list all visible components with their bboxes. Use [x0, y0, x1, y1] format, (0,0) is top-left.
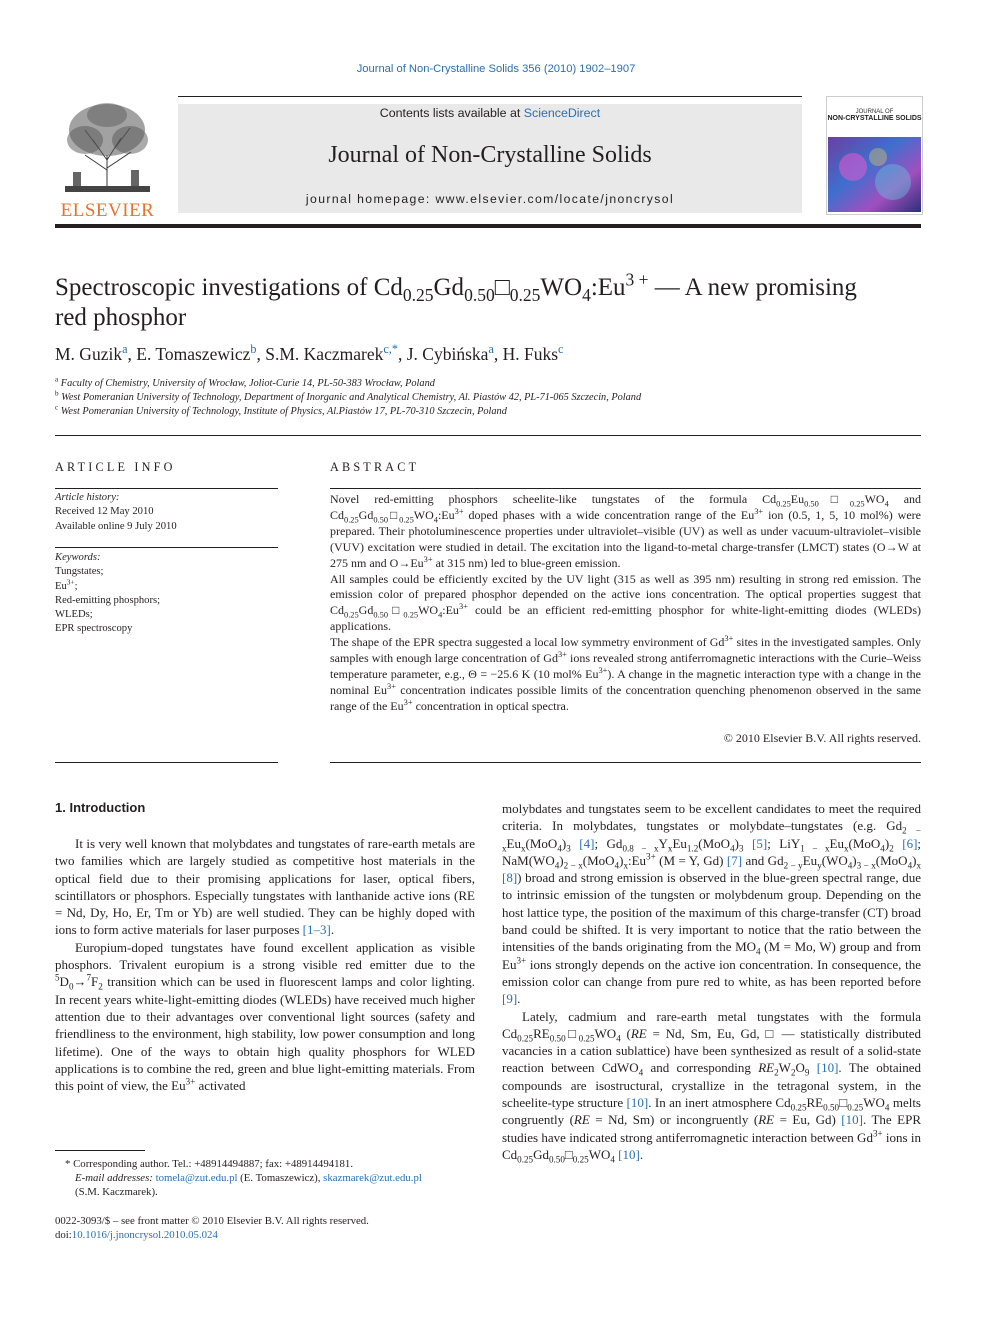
- journal-citation[interactable]: Journal of Non-Crystalline Solids 356 (2010) 1902–1907: [356, 63, 636, 75]
- abstract-heading: ABSTRACT: [330, 460, 420, 474]
- author-name: J. Cybińska: [406, 344, 489, 364]
- cover-title-line1: JOURNAL OF: [855, 109, 894, 115]
- email-link[interactable]: tomela@zut.edu.pl: [155, 1172, 238, 1185]
- front-matter: 0022-3093/$ – see front matter © 2010 Elsevier B.V. All rights reserved. doi:10.1016/j.jnoncrysol.2010.05.024: [55, 1214, 475, 1242]
- article-info-heading: ARTICLE INFO: [55, 460, 176, 474]
- journal-cover[interactable]: [826, 96, 923, 215]
- keyword: WLEDs;: [55, 609, 93, 621]
- author-list: M. Guzik$^a$, E. Tomaszewicz$^b$, S.M. Kaczmarek$^{c,*}$, J. Cybińska$^a$, H. Fuks$^c$: [55, 342, 564, 364]
- cover-title-line2: NON-CRYSTALLINE SOLIDS: [827, 115, 922, 122]
- intro-left-column: It is very well known that molybdates and tungstates of rare-earth metals are two families which are largely studied as competitive host materials in the optical field due to their promising applications for laser, optical fibers, scintillators or phosphors. Especially tungstates with lanthanide active ions (RE = Nd, Dy, Ho, Er, Tm or Yb) are well studied. They can be highly doped with ions to form active materials for laser purposes [1–3]. Europium-doped tungstates have found excellent application as visible phosphors. Trivalent europium is a strong visible red emitter due to the $^5D_0\to^7F_2$ transition which can be used in fluorescent lamps and color lighting. In recent years white-light-emitting diodes (WLEDs) have received much higher attention due to their advantages over conventional light sources (safety and friendliness to the environment, high stability, low power consumption and long lifetime). One of the ways to obtain high quality phosphors for WLED applications is to combine the red, green and blue light-emitting materials. From this point of view, the $Eu^{3+}$ activated: [55, 836, 475, 1094]
- author-name: S.M. Kaczmarek: [265, 344, 384, 364]
- affiliations: [55, 377, 921, 420]
- affiliation-c: $^c$ West Pomeranian University of Technology, Institute of Physics, Al.Piastów 17, PL-70-310 Szczecin, Poland: [55, 403, 507, 418]
- journal-banner: [178, 104, 802, 213]
- section-heading-introduction: 1. Introduction: [55, 800, 146, 815]
- keyword: EPR spectroscopy: [55, 623, 133, 635]
- sciencedirect-link[interactable]: ScienceDirect: [523, 106, 601, 120]
- keyword: $Eu^{3+}$;: [55, 577, 78, 592]
- contents-prefix: Contents lists available at: [379, 106, 524, 120]
- elsevier-wordmark: ELSEVIER: [60, 200, 155, 221]
- elsevier-logo[interactable]: [55, 100, 160, 221]
- affiliation-ref[interactable]: a: [122, 342, 128, 357]
- affiliation-ref[interactable]: a: [488, 342, 494, 357]
- footnotes: * Corresponding author. Tel.: +48914494887; fax: +48914494181. E-mail addresses: tomela@zut.edu.pl (E. Tomaszewicz), skazmarek@zut.edu.pl (S.M. Kaczmarek).: [55, 1157, 475, 1200]
- author-name: M. Guzik: [55, 344, 123, 364]
- keyword: Tungstates;: [55, 566, 104, 578]
- issn-line: 0022-3093/$ – see front matter © 2010 Elsevier B.V. All rights reserved.: [55, 1215, 369, 1227]
- journal-homepage[interactable]: journal homepage: www.elsevier.com/locate/jnoncrysol: [305, 192, 675, 206]
- affiliation-b: $^b$ West Pomeranian University of Technology, Department of Inorganic and Analytical Chemistry, Al. Piastów 42, PL-71-065 Szczecin, Poland: [55, 389, 642, 404]
- author-name: H. Fuks: [502, 344, 559, 364]
- journal-name: Journal of Non-Crystalline Solids: [328, 142, 652, 168]
- cover-image: [828, 137, 921, 212]
- abstract-body: Novel red-emitting phosphors scheelite-like tungstates of the formula $Cd_{0.25}Eu_{0.50}□_{0.25}WO_4$ and $Cd_{0.25}Gd_{0.50}□_{0.25}WO_4:Eu^{3+}$ doped phases with a wide concentration range of the $Eu^{3+}$ ion (0.5, 1, 5, 10 mol%) were prepared. Their photoluminescence properties under ultraviolet–visible (UV) as well as under vacuum-ultraviolet–visible (VUV) excitation were studied in detail. The excitation into the ligand-to-metal charge-transfer (LMCT) states (O→W at 275 nm and $O\to Eu^{3+}$ at 315 nm) led to blue-green emission. All samples could be efficiently excited by the UV light (315 as well as 395 nm) resulting in strong red emission. The emission color of prepared phosphor depended on the active ions concentration. The optical properties suggest that $Cd_{0.25}Gd_{0.50}□_{0.25}WO_4:Eu^{3+}$ could be an efficient red-emitting phosphor for white-light-emitting diodes (WLEDs) applications. The shape of the EPR spectra suggested a local low symmetry environment of $Gd^{3+}$ sites in the investigated samples. Only samples with enough large concentration of $Gd^{3+}$ ions revealed strong antiferromagnetic interactions with the Curie–Weiss temperature parameter, e.g., Θ = −25.6 K (10 mol% $Eu^{3+}$). A change in the magnetic interaction type with a change in the nominal $Eu^{3+}$ concentration indicates possible limits of the concentration quenching phenomenon observed in the same range of the $Eu^{3+}$ concentration in optical spectra.: [330, 492, 922, 713]
- email-link[interactable]: skazmarek@zut.edu.pl: [323, 1172, 422, 1185]
- article-title: Spectroscopic investigations of $Cd_{0.25}Gd_{0.50}□_{0.25}WO_4:Eu^{3 +}$ — A new promising red phosphor: [55, 269, 857, 331]
- corresponding-author-note: * Corresponding author. Tel.: +48914494887; fax: +48914494181.: [65, 1158, 354, 1170]
- affiliation-ref[interactable]: c,*: [383, 342, 398, 357]
- doi-link[interactable]: 10.1016/j.jnoncrysol.2010.05.024: [71, 1229, 218, 1242]
- author-name: E. Tomaszewicz: [136, 344, 251, 364]
- affiliation-ref[interactable]: b: [250, 342, 257, 357]
- affiliation-a: $^a$ Faculty of Chemistry, University of Wrocław, Joliot-Curie 14, PL-50-383 Wrocław, Poland: [55, 375, 435, 389]
- article-history: Article history: Received 12 May 2010 Available online 9 July 2010: [55, 492, 177, 532]
- affiliation-ref[interactable]: c: [558, 342, 564, 357]
- keywords: Keywords: Tungstates; $Eu^{3+}$; Red-emitting phosphors; WLEDs; EPR spectroscopy: [55, 551, 278, 637]
- abstract-copyright: © 2010 Elsevier B.V. All rights reserved.: [723, 731, 921, 745]
- intro-right-column: molybdates and tungstates seem to be excellent candidates to meet the required criteria. In molybdates, tungstates or molybdate–tungstates (e.g. $Gd_{2 - x}Eu_x(MoO_4)_3$ [4]; $Gd_{0.8 - x}Y_xEu_{1.2}(MoO_4)_3$ [5]; $LiY_{1 - x}Eu_x(MoO_4)_2$ [6]; $NaM(WO_4)_{2 - x}(MoO_4)_x:Eu^{3+}$ (M = Y, Gd) [7] and $Gd_{2 - y}Eu_y(WO_4)_{3 - x}(MoO_4)_x$ [8]) broad and strong emission is observed in the blue-green spectral range, due to intrinsic emission of the tungsten or molybdenum group. Depending on the host lattice type, the position of the maximum of this charge-transfer (CT) broad band could be shifted. It is very important to notice that the ratio between the intensities of the bands originating from the $MO_4$ (M = Mo, W) group and from $Eu^{3+}$ ions strongly depends on the active ion concentration. In consequence, the emission color can change from pure red to white, as has been reported before [9]. Lately, cadmium and rare-earth metal tungstates with the formula $Cd_{0.25}RE_{0.50}□_{0.25}WO_4$ (RE = Nd, Sm, Eu, Gd, □ — statistically distributed vacancies in a cation sublattice) have been synthesized as result of a solid-state reaction between CdWO$_4$ and corresponding $RE_2W_2O_9$ [10]. The obtained compounds are isostructural, crystallize in the tetragonal system, in the scheelite-type structure [10]. In an inert atmosphere $Cd_{0.25}RE_{0.50}□_{0.25}WO_4$ melts congruently (RE = Nd, Sm) or incongruently (RE = Eu, Gd) [10]. The EPR studies have indicated strong antiferromagnetic interaction between $Gd^{3+}$ ions in $Cd_{0.25}Gd_{0.50}□_{0.25}WO_4$ [10].: [502, 801, 922, 1165]
- elsevier-tree-icon: [55, 100, 160, 195]
- keyword: Red-emitting phosphors;: [55, 594, 161, 606]
